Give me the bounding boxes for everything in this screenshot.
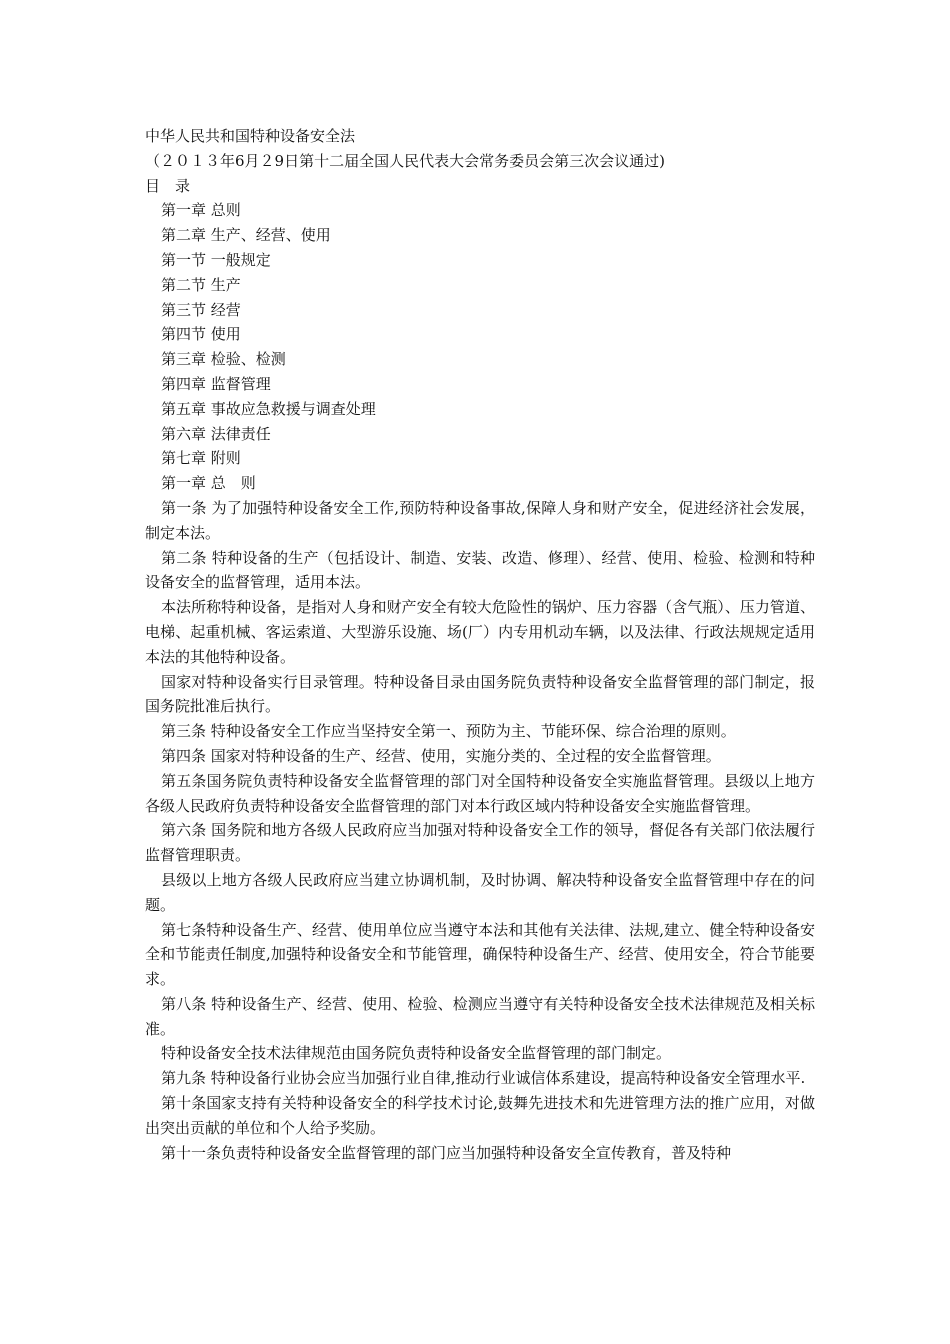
- toc-item: 第二章 生产、经营、使用: [161, 226, 331, 245]
- article-paragraph: 第三条 特种设备安全工作应当坚持安全第一、预防为主、节能环保、综合治理的原则。: [161, 722, 736, 741]
- toc-heading: 目 录: [145, 176, 191, 195]
- article-paragraph: 本法所称特种设备，是指对人身和财产安全有较大危险性的锅炉、压力容器（含气瓶）、压力管道、电梯、起重机械、客运索道、大型游乐设施、场(厂）内专用机动车辆，以及法律、行政法规规定适用本法的其他特种设备。: [145, 598, 815, 666]
- article-paragraph: 县级以上地方各级人民政府应当建立协调机制，及时协调、解决特种设备安全监督管理中存在的问题。: [145, 870, 815, 914]
- toc-item: 第四节 使用: [161, 325, 241, 344]
- article-paragraph: 第八条 特种设备生产、经营、使用、检验、检测应当遵守有关特种设备安全技术法律规范及相关标准。: [145, 994, 815, 1038]
- toc-item: 第三节 经营: [161, 300, 241, 319]
- article-paragraph: 第二条 特种设备的生产（包括设计、制造、安装、改造、修理）、经营、使用、检验、检测和特种设备安全的监督管理，适用本法。: [145, 548, 815, 592]
- toc-item: 第四章 监督管理: [161, 374, 271, 393]
- toc-item: 第三章 检验、检测: [161, 350, 286, 369]
- article-paragraph: 第九条 特种设备行业协会应当加强行业自律,推动行业诚信体系建设，提高特种设备安全管理水平.: [161, 1069, 806, 1088]
- article-paragraph: 第五条国务院负责特种设备安全监督管理的部门对全国特种设备安全实施监督管理。县级以上地方各级人民政府负责特种设备安全监督管理的部门对本行政区域内特种设备安全实施监督管理。: [145, 771, 815, 815]
- article-paragraph: 第六条 国务院和地方各级人民政府应当加强对特种设备安全工作的领导，督促各有关部门依法履行监督管理职责。: [145, 821, 815, 865]
- article-paragraph: 第十条国家支持有关特种设备安全的科学技术讨论,鼓舞先进技术和先进管理方法的推广应用，对做出突出贡献的单位和个人给予奖励。: [145, 1094, 815, 1137]
- article-paragraph: 第一条 为了加强特种设备安全工作,预防特种设备事故,保障人身和财产安全，促进经济社会发展，制定本法。: [145, 498, 815, 542]
- law-title: 中华人民共和国特种设备安全法: [145, 127, 356, 145]
- toc-item: 第二节 生产: [161, 275, 241, 294]
- table-of-contents: [145, 198, 815, 471]
- article-paragraph: 第四条 国家对特种设备的生产、经营、使用，实施分类的、全过程的安全监督管理。: [161, 746, 721, 765]
- toc-item: 第五章 事故应急救援与调查处理: [161, 399, 376, 418]
- article-paragraph: 国家对特种设备实行目录管理。特种设备目录由国务院负责特种设备安全监督管理的部门制定，报国务院批准后执行。: [145, 672, 815, 716]
- document-body: [145, 124, 815, 1165]
- chapter-heading: 第一章 总 则: [161, 474, 256, 493]
- toc-item: 第七章 附则: [161, 449, 241, 468]
- toc-item: 第一章 总则: [161, 201, 241, 220]
- law-subtitle: （２０１３年6月２9日第十二届全国人民代表大会常务委员会第三次会议通过): [145, 151, 665, 170]
- toc-item: 第六章 法律责任: [161, 424, 271, 443]
- toc-item: 第一节 一般规定: [161, 250, 271, 269]
- article-paragraph: 第七条特种设备生产、经营、使用单位应当遵守本法和其他有关法律、法规,建立、健全特种设备安全和节能责任制度,加强特种设备安全和节能管理，确保特种设备生产、经营、使用安全，符合节能要求。: [145, 920, 815, 989]
- article-paragraph: 特种设备安全技术法律规范由国务院负责特种设备安全监督管理的部门制定。: [161, 1044, 672, 1063]
- article-paragraph: 第十一条负责特种设备安全监督管理的部门应当加强特种设备安全宣传教育，普及特种: [161, 1143, 732, 1162]
